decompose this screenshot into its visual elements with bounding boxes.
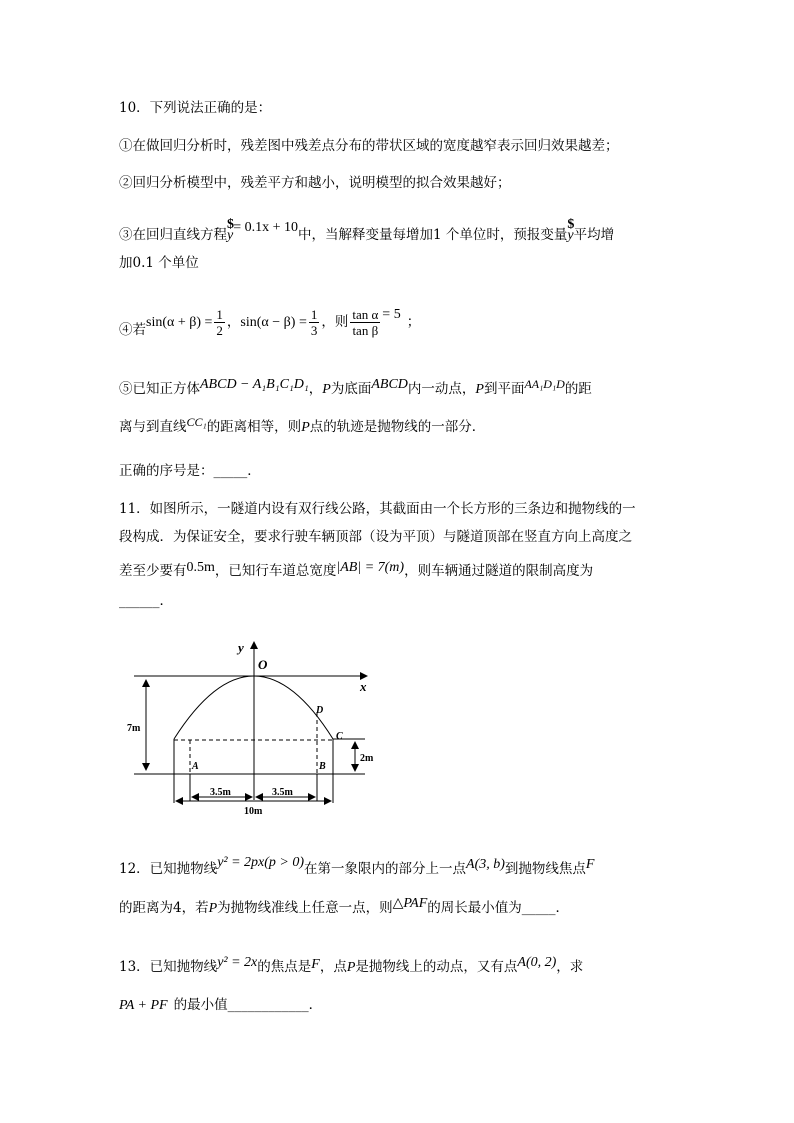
width-ab: |AB| = 7(m) <box>336 560 405 575</box>
parabola-eq-2: y² = 2x <box>217 955 258 970</box>
s4-then: ，则 <box>321 314 349 330</box>
sin-sum: sin(α + β) = <box>146 315 213 330</box>
equals-5: = 5 <box>382 307 401 322</box>
q10-answer: 正确的序号是：_____． <box>119 463 261 479</box>
q11-l3-a: 差至少要有 <box>119 563 187 579</box>
fraction-num: tan α <box>352 307 379 322</box>
base-abcd: ABCD <box>371 377 408 392</box>
sum-expression: PA + PF <box>119 998 168 1013</box>
s5-i: 点的轨迹是抛物线的一部分． <box>309 419 486 435</box>
point-a: A(3, b) <box>466 857 505 872</box>
q10-statement-1: ①在做回归分析时，残差图中残差点分布的带状区域的宽度越窄表示回归效果越差； <box>119 138 619 154</box>
s5-f: 的距 <box>564 381 592 397</box>
q13-c: ，点 <box>319 959 347 975</box>
fraction-1-2 <box>214 307 225 338</box>
q11-l3-b: ，已知行车道总宽度 <box>214 563 337 579</box>
yhat-symbol-2: $ y <box>567 217 575 243</box>
s5-h: 的距离相等，则 <box>206 419 302 435</box>
x-axis-label: x <box>360 679 367 694</box>
q12-b: 在第一象限内的部分上一点 <box>304 861 467 877</box>
point-p: P <box>322 382 331 397</box>
label-C: C <box>336 731 343 742</box>
s5-b: ， <box>308 381 323 397</box>
y-axis-label: y <box>238 640 244 655</box>
q10-statement-5 <box>119 377 592 399</box>
label-2m: 2m <box>360 753 374 764</box>
fraction-num: 1 <box>310 307 318 322</box>
margin-value: 0.5m <box>186 560 215 575</box>
s5-e: 到平面 <box>483 381 525 397</box>
fraction-num: 1 <box>216 307 223 322</box>
fraction-den: 2 <box>216 323 223 338</box>
parabola-eq: y² = 2px(p > 0) <box>217 855 305 870</box>
hat-mark-2: $ <box>567 217 575 232</box>
q10-title: 10．下列说法正确的是： <box>119 100 272 116</box>
q10-statement-4 <box>119 300 420 344</box>
s4-comma: ， <box>226 314 241 330</box>
q11-line-4: ______． <box>119 593 173 609</box>
s5-d: 内一动点， <box>407 381 476 397</box>
s4-prefix: ④若 <box>119 322 146 338</box>
line-cc1: CC₁ <box>186 415 207 429</box>
q12-line-1 <box>119 855 595 879</box>
label-D: D <box>316 705 324 716</box>
q12-a: 12．已知抛物线 <box>119 861 218 877</box>
q13-line-2 <box>119 996 322 1015</box>
q12-line-2 <box>119 896 570 918</box>
q13-e: ，求 <box>556 959 584 975</box>
s5-a: ⑤已知正方体 <box>119 381 200 397</box>
point-p-3: P <box>301 420 310 435</box>
q12-e: 为抛物线准线上任意一点，则 <box>217 900 393 916</box>
triangle-paf: △PAF <box>392 896 428 911</box>
s3-text-a: ③在回归直线方程 <box>119 227 227 243</box>
s4-end: ； <box>406 314 421 330</box>
q13-line-1 <box>119 955 584 977</box>
yhat-symbol: $ y <box>227 217 234 243</box>
q12-f: 的周长最小值为_____． <box>427 900 570 916</box>
fraction-tan <box>350 307 380 338</box>
sin-diff: sin(α − β) = <box>240 315 307 330</box>
fraction-den: 3 <box>310 323 318 338</box>
q12-c: 到抛物线焦点 <box>504 861 586 877</box>
label-3-5m-right: 3.5m <box>272 787 293 798</box>
q11-line-2: 段构成．为保证安全，要求行驶车辆顶部（设为平顶）与隧道顶部在竖直方向上高度之 <box>119 529 632 545</box>
regression-equation: = 0.1x + 10 <box>233 220 299 235</box>
plane-name: AA₁D₁D <box>524 377 565 391</box>
s5-g: 离与到直线 <box>119 419 187 435</box>
point-p-2: P <box>475 382 484 397</box>
point-p-4: P <box>346 960 356 975</box>
focus-f: F <box>585 857 595 872</box>
q10-statement-5-cont <box>119 415 486 437</box>
q13-d: 是抛物线上的动点，又有点 <box>355 959 518 975</box>
fraction-den: tan β <box>352 323 379 338</box>
q11-line-1: 11．如图所示，一隧道内设有双行线公路，其截面由一个长方形的三条边和抛物线的一 <box>119 501 636 517</box>
s5-c: 为底面 <box>330 381 372 397</box>
label-B: B <box>319 761 326 772</box>
origin-label: O <box>258 657 268 672</box>
q11-l3-c: ，则车辆通过隧道的限制高度为 <box>404 563 594 579</box>
label-3-5m-left: 3.5m <box>210 787 231 798</box>
point-a-2: A(0, 2) <box>517 955 557 970</box>
q13-b: 的焦点是 <box>257 959 312 975</box>
s3-text-b: 中，当解释变量每增加1 个单位时，预报变量 <box>298 227 568 243</box>
q10-statement-2: ②回归分析模型中，残差平方和越小，说明模型的拟合效果越好； <box>119 175 511 191</box>
fraction-1-3 <box>309 307 320 338</box>
focus-f-2: F <box>311 957 320 972</box>
q13-a: 13．已知抛物线 <box>119 959 218 975</box>
hat-mark: $ <box>227 217 234 232</box>
q11-line-3 <box>119 562 593 581</box>
cube-name: ABCD − A₁B₁C₁D₁ <box>200 377 309 392</box>
q10-statement-3-cont: 加0.1 个单位 <box>119 255 199 271</box>
label-10m: 10m <box>244 806 263 817</box>
q13-f: 的最小值____________． <box>173 997 323 1013</box>
tunnel-figure <box>120 635 380 825</box>
s3-text-c: 平均增 <box>573 227 615 243</box>
q12-d: 的距离为4，若 <box>119 900 209 916</box>
label-7m: 7m <box>127 723 141 734</box>
label-A: A <box>192 761 199 772</box>
point-p: P <box>208 901 218 916</box>
q10-statement-3 <box>119 217 615 245</box>
